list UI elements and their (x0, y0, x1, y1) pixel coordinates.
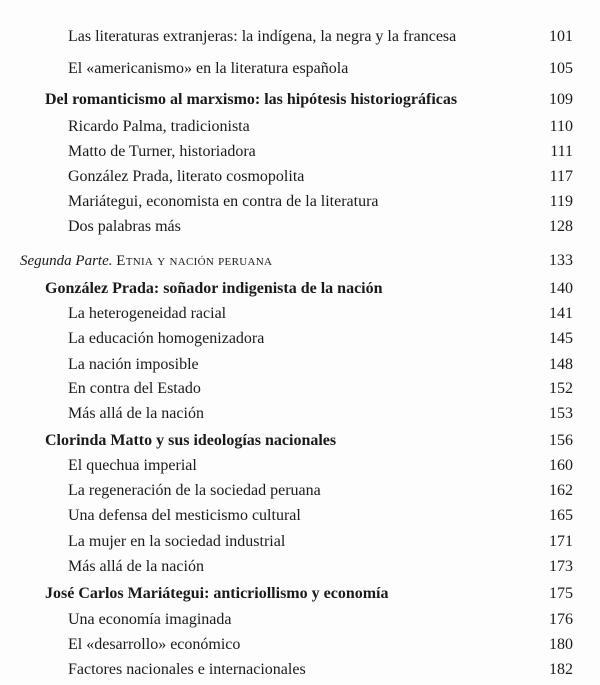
toc-section (0, 116, 600, 138)
toc-chapter (0, 278, 600, 300)
toc-entry-title (20, 250, 272, 272)
toc-part (0, 250, 600, 272)
toc-chapter (0, 430, 600, 452)
toc-section (0, 26, 600, 48)
toc-entry-title: La heterogeneidad racial (68, 305, 227, 322)
toc-entry-title: Una economía imaginada (68, 611, 232, 628)
toc-entry-title: Ricardo Palma, tradicionista (68, 118, 250, 135)
toc-section (0, 505, 600, 527)
toc-section (0, 480, 600, 502)
toc-entry-title: Del romanticismo al marxismo: las hipótesis historiográficas (45, 91, 458, 108)
toc-section (0, 216, 600, 238)
toc-entry-title: La mujer en la sociedad industrial (68, 533, 286, 550)
toc-page-number: 133 (549, 252, 573, 269)
toc-section (0, 634, 600, 656)
toc-entry-title: La educación homogenizadora (68, 330, 265, 347)
toc-section (0, 556, 600, 578)
toc-page-number: 110 (549, 118, 573, 135)
toc-entry-title: González Prada, literato cosmopolita (68, 168, 305, 185)
toc-page-number: 141 (549, 305, 573, 322)
toc-chapter (0, 583, 600, 605)
toc-section (0, 531, 600, 553)
toc-page-number: 175 (549, 585, 573, 602)
toc-entry-title: En contra del Estado (68, 380, 201, 397)
toc-page-number: 148 (549, 356, 573, 373)
toc-entry-title: González Prada: soñador indigenista de la nación (45, 280, 383, 297)
toc-page-number: 128 (549, 218, 573, 235)
toc-page-number: 109 (549, 91, 573, 108)
toc-page-number: 105 (549, 60, 573, 77)
toc-section (0, 303, 600, 325)
toc-entry-title: La regeneración de la sociedad peruana (68, 482, 321, 499)
toc-section (0, 141, 600, 163)
toc-section (0, 58, 600, 80)
toc-page-number: 182 (549, 661, 573, 678)
toc-page-number: 156 (549, 432, 573, 449)
toc-page-number: 171 (549, 533, 573, 550)
toc-page-number: 145 (549, 330, 573, 347)
toc-entry-title: Factores nacionales e internacionales (68, 661, 306, 678)
toc-chapter (0, 89, 600, 111)
toc-section (0, 659, 600, 681)
toc-section (0, 609, 600, 631)
toc-entry-title: Una defensa del mesticismo cultural (68, 507, 301, 524)
toc-entry-title: Clorinda Matto y sus ideologías nacionales (45, 432, 337, 449)
toc-section (0, 455, 600, 477)
toc-page-number: 117 (549, 168, 573, 185)
toc-section (0, 328, 600, 350)
toc-page-number: 173 (549, 558, 573, 575)
toc-entry-title: Más allá de la nación (68, 558, 204, 575)
toc-section (0, 191, 600, 213)
toc-page-number: 140 (549, 280, 573, 297)
toc-entry-title: Mariátegui, economista en contra de la literatura (68, 193, 379, 210)
part-label: Segunda Parte. (20, 253, 113, 269)
toc-page-number: 153 (549, 405, 573, 422)
toc-entry-title: La nación imposible (68, 356, 199, 373)
toc-section (0, 354, 600, 376)
toc-entry-title: El «desarrollo» económico (68, 636, 241, 653)
toc-page-number: 119 (549, 193, 573, 210)
toc-page-number: 101 (549, 28, 573, 45)
toc-section (0, 166, 600, 188)
toc-page-number: 160 (549, 457, 573, 474)
toc-entry-title: Matto de Turner, historiadora (68, 143, 256, 160)
toc-section (0, 378, 600, 400)
toc-entry-title: Más allá de la nación (68, 405, 204, 422)
toc-section (0, 403, 600, 425)
toc-page-number: 165 (549, 507, 573, 524)
part-title: Etnia y nación peruana (116, 253, 273, 269)
toc-entry-title: Dos palabras más (68, 218, 181, 235)
toc-page-number: 111 (550, 143, 573, 160)
toc-entry-title: El quechua imperial (68, 457, 197, 474)
toc-page-number: 180 (549, 636, 573, 653)
toc-entry-title: Las literaturas extranjeras: la indígena, la negra y la francesa (68, 28, 457, 45)
toc-entry-title: José Carlos Mariátegui: anticriollismo y economía (45, 585, 389, 602)
toc-page-number: 162 (549, 482, 573, 499)
toc-entry-title: El «americanismo» en la literatura española (68, 60, 349, 77)
toc-page-number: 176 (549, 611, 573, 628)
toc-page-number: 152 (549, 380, 573, 397)
